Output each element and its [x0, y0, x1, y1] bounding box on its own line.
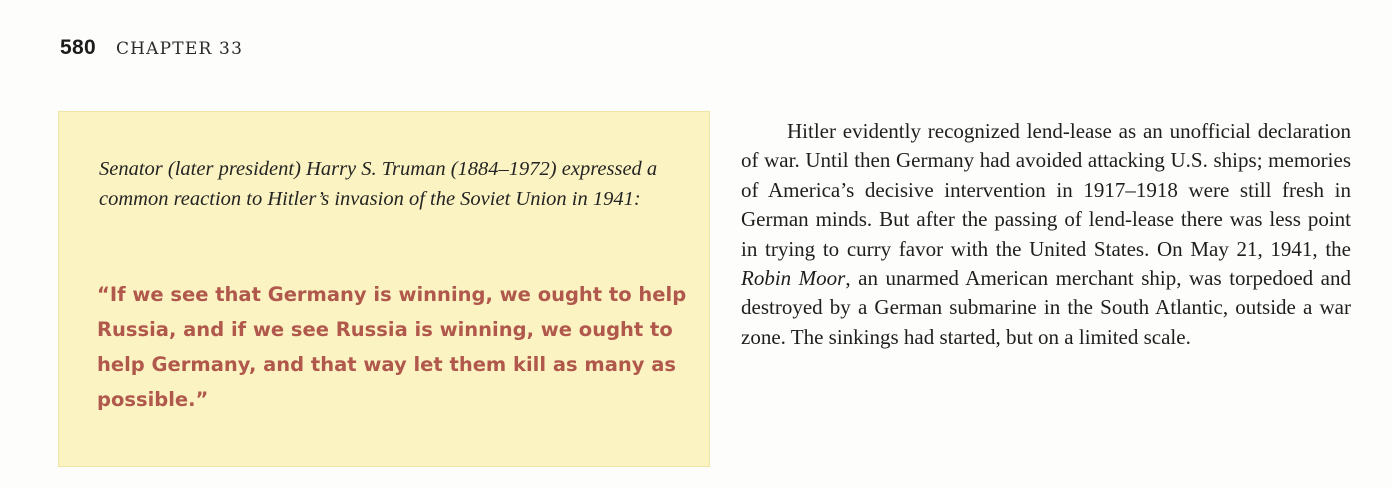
chapter-label: CHAPTER 33 [115, 39, 244, 59]
sidebar-intro-text: Senator (later president) Harry S. Truman (1884–1972) expressed a common reaction to Hitler’s invasion of the Soviet Union in 1941: [99, 158, 658, 210]
body-paragraph [741, 117, 1351, 352]
page-number: 580 [60, 36, 96, 59]
sidebar-quote-text: “If we see that Germany is winning, we ought to help Russia, and if we see Russia is winning, we ought to help Germany, and that way let them kill as many as possible.” [97, 283, 687, 411]
ship-name: Robin Moor [741, 266, 846, 291]
body-text-before-ship: Hitler evidently recognized lend-lease as an unofficial declaration of war. Until then Germany had avoided attacking U.S. ships; memories of America’s decisive intervention in 1917–1918 were still fresh in German minds. But after the passing of lend-lease there was less point in trying to curry favor with the United States. On May 21, 1941, the [741, 119, 1351, 261]
quote-sidebar-box [58, 111, 710, 467]
running-header [60, 36, 243, 66]
body-text-after-ship: , an unarmed American merchant ship, was torpedoed and destroyed by a German submarine in the South Atlantic, outside a war zone. The sinkings had started, but on a limited scale. [741, 266, 1351, 349]
